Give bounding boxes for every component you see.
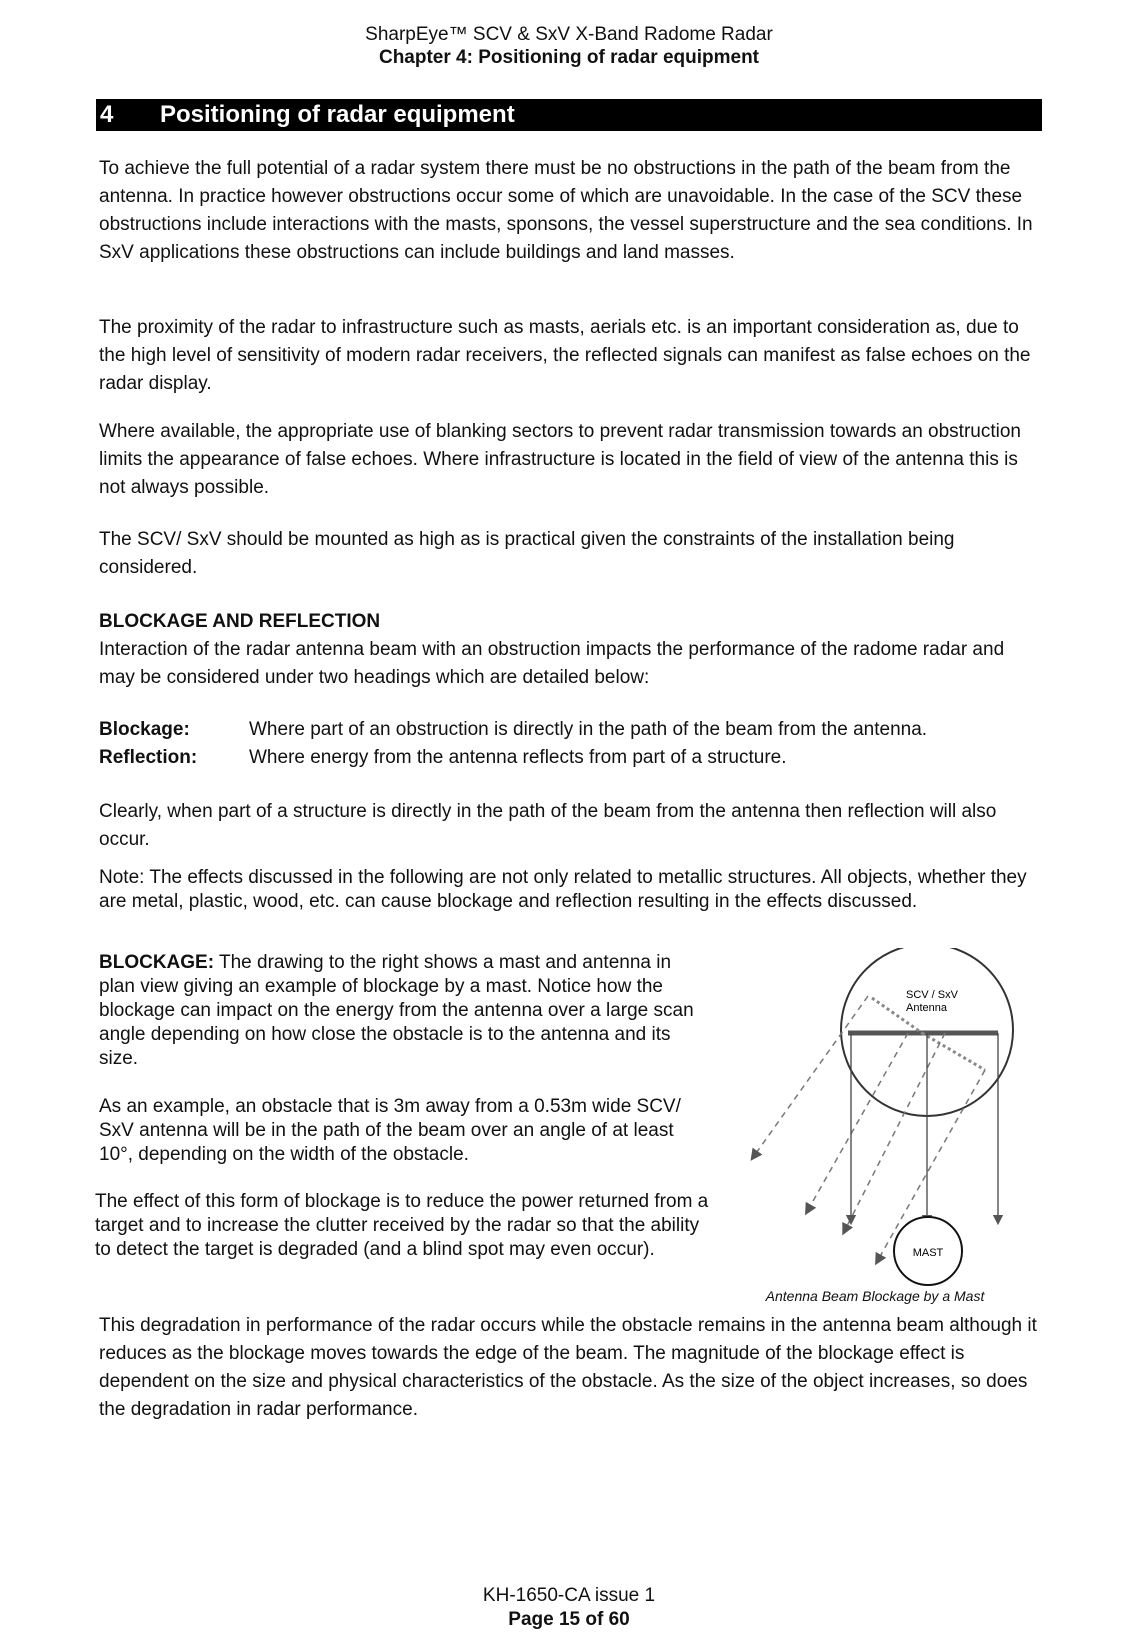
antenna-beam-blockage-diagram (740, 948, 1022, 1290)
paragraph-blockage-example: As an example, an obstacle that is 3m away from a 0.53m wide SCV/ SxV antenna will be in the path of the beam over an angle of at least 10°, depending on the width of the obstacle. (99, 1096, 681, 1165)
paragraph-blockage-effect: The effect of this form of blockage is to reduce the power returned from a target and to increase the clutter received by the radar so that the ability to detect the target is degraded (and a blind spot may even occur). (95, 1191, 709, 1260)
paragraph-blanking-sectors: Where available, the appropriate use of blanking sectors to prevent radar transmission towards an obstruction limits the appearance of false echoes. Where infrastructure is located in the field of view of the antenna this is not always possible. (99, 421, 1021, 498)
paragraph-mounting-height: The SCV/ SxV should be mounted as high as is practical given the constraints of the installation being considered. (99, 529, 955, 578)
blockage-reflection-heading: BLOCKAGE AND REFLECTION (99, 611, 381, 632)
definition-text: Where energy from the antenna reflects from part of a structure. (249, 747, 787, 768)
figure-caption: Antenna Beam Blockage by a Mast (765, 1288, 985, 1304)
chapter-title: Positioning of radar equipment (160, 101, 515, 128)
paragraph-note: Note: The effects discussed in the following are not only related to metallic structures. All objects, whether they are metal, plastic, wood, etc. can cause blockage and reflection resulting in the effects discussed. (99, 867, 1027, 912)
antenna-label-line2: Antenna (906, 1002, 947, 1014)
blockage-reflection-intro: Interaction of the radar antenna beam with an obstruction impacts the performance of the radome radar and may be considered under two headings which are detailed below: (99, 639, 1005, 688)
beam-edge-right (922, 1033, 985, 1070)
paragraph-proximity: The proximity of the radar to infrastructure such as masts, aerials etc. is an important consideration as, due to the high level of sensitivity of modern radar receivers, the reflected signals can manifest as false echoes on the radar display. (99, 317, 1031, 394)
definition-text: Where part of an obstruction is directly in the path of the beam from the antenna. (249, 719, 928, 740)
footer-page-number: Page 15 of 60 (508, 1609, 630, 1630)
document-header-chapter: Chapter 4: Positioning of radar equipment (378, 47, 760, 68)
chapter-number: 4 (100, 101, 114, 128)
blockage-text: The drawing to the right shows a mast and antenna in plan view giving an example of blockage by a mast. Notice how the blockage can impact on the energy from the antenna over a large scan angle depending on how close the obstacle is to the antenna and its size. (99, 952, 694, 1069)
antenna-label-line1: SCV / SxV (906, 989, 958, 1001)
document-header-title: SharpEye™ SCV & SxV X-Band Radome Radar (365, 24, 773, 45)
paragraph-intro: To achieve the full potential of a radar system there must be no obstructions in the path of the beam from the antenna. In practice however obstructions occur some of which are unavoidable. In the case of the SCV these obstructions include interactions with the masts, sponsons, the vessel superstructure and the sea conditions. In SxV applications these obstructions can include buildings and land masses. (99, 158, 1033, 263)
paragraph-degradation: This degradation in performance of the radar occurs while the obstacle remains in the antenna beam although it reduces as the blockage moves towards the edge of the beam. The magnitude of the blockage effect is dependent on the size and physical characteristics of the obstacle. As the size of the object increases, so does the degradation in radar performance. (99, 1315, 1037, 1420)
definition-term: Blockage: (99, 719, 190, 740)
blockage-label: BLOCKAGE: (99, 952, 215, 973)
mast-label: MAST (912, 1247, 944, 1259)
paragraph-blockage-drawing (99, 951, 711, 1071)
chapter-heading-bar (96, 99, 1042, 131)
paragraph-clearly: Clearly, when part of a structure is directly in the path of the beam from the antenna then reflection will also occur. (99, 801, 997, 850)
definition-term: Reflection: (99, 747, 198, 768)
footer-doc-id: KH-1650-CA issue 1 (482, 1585, 656, 1606)
